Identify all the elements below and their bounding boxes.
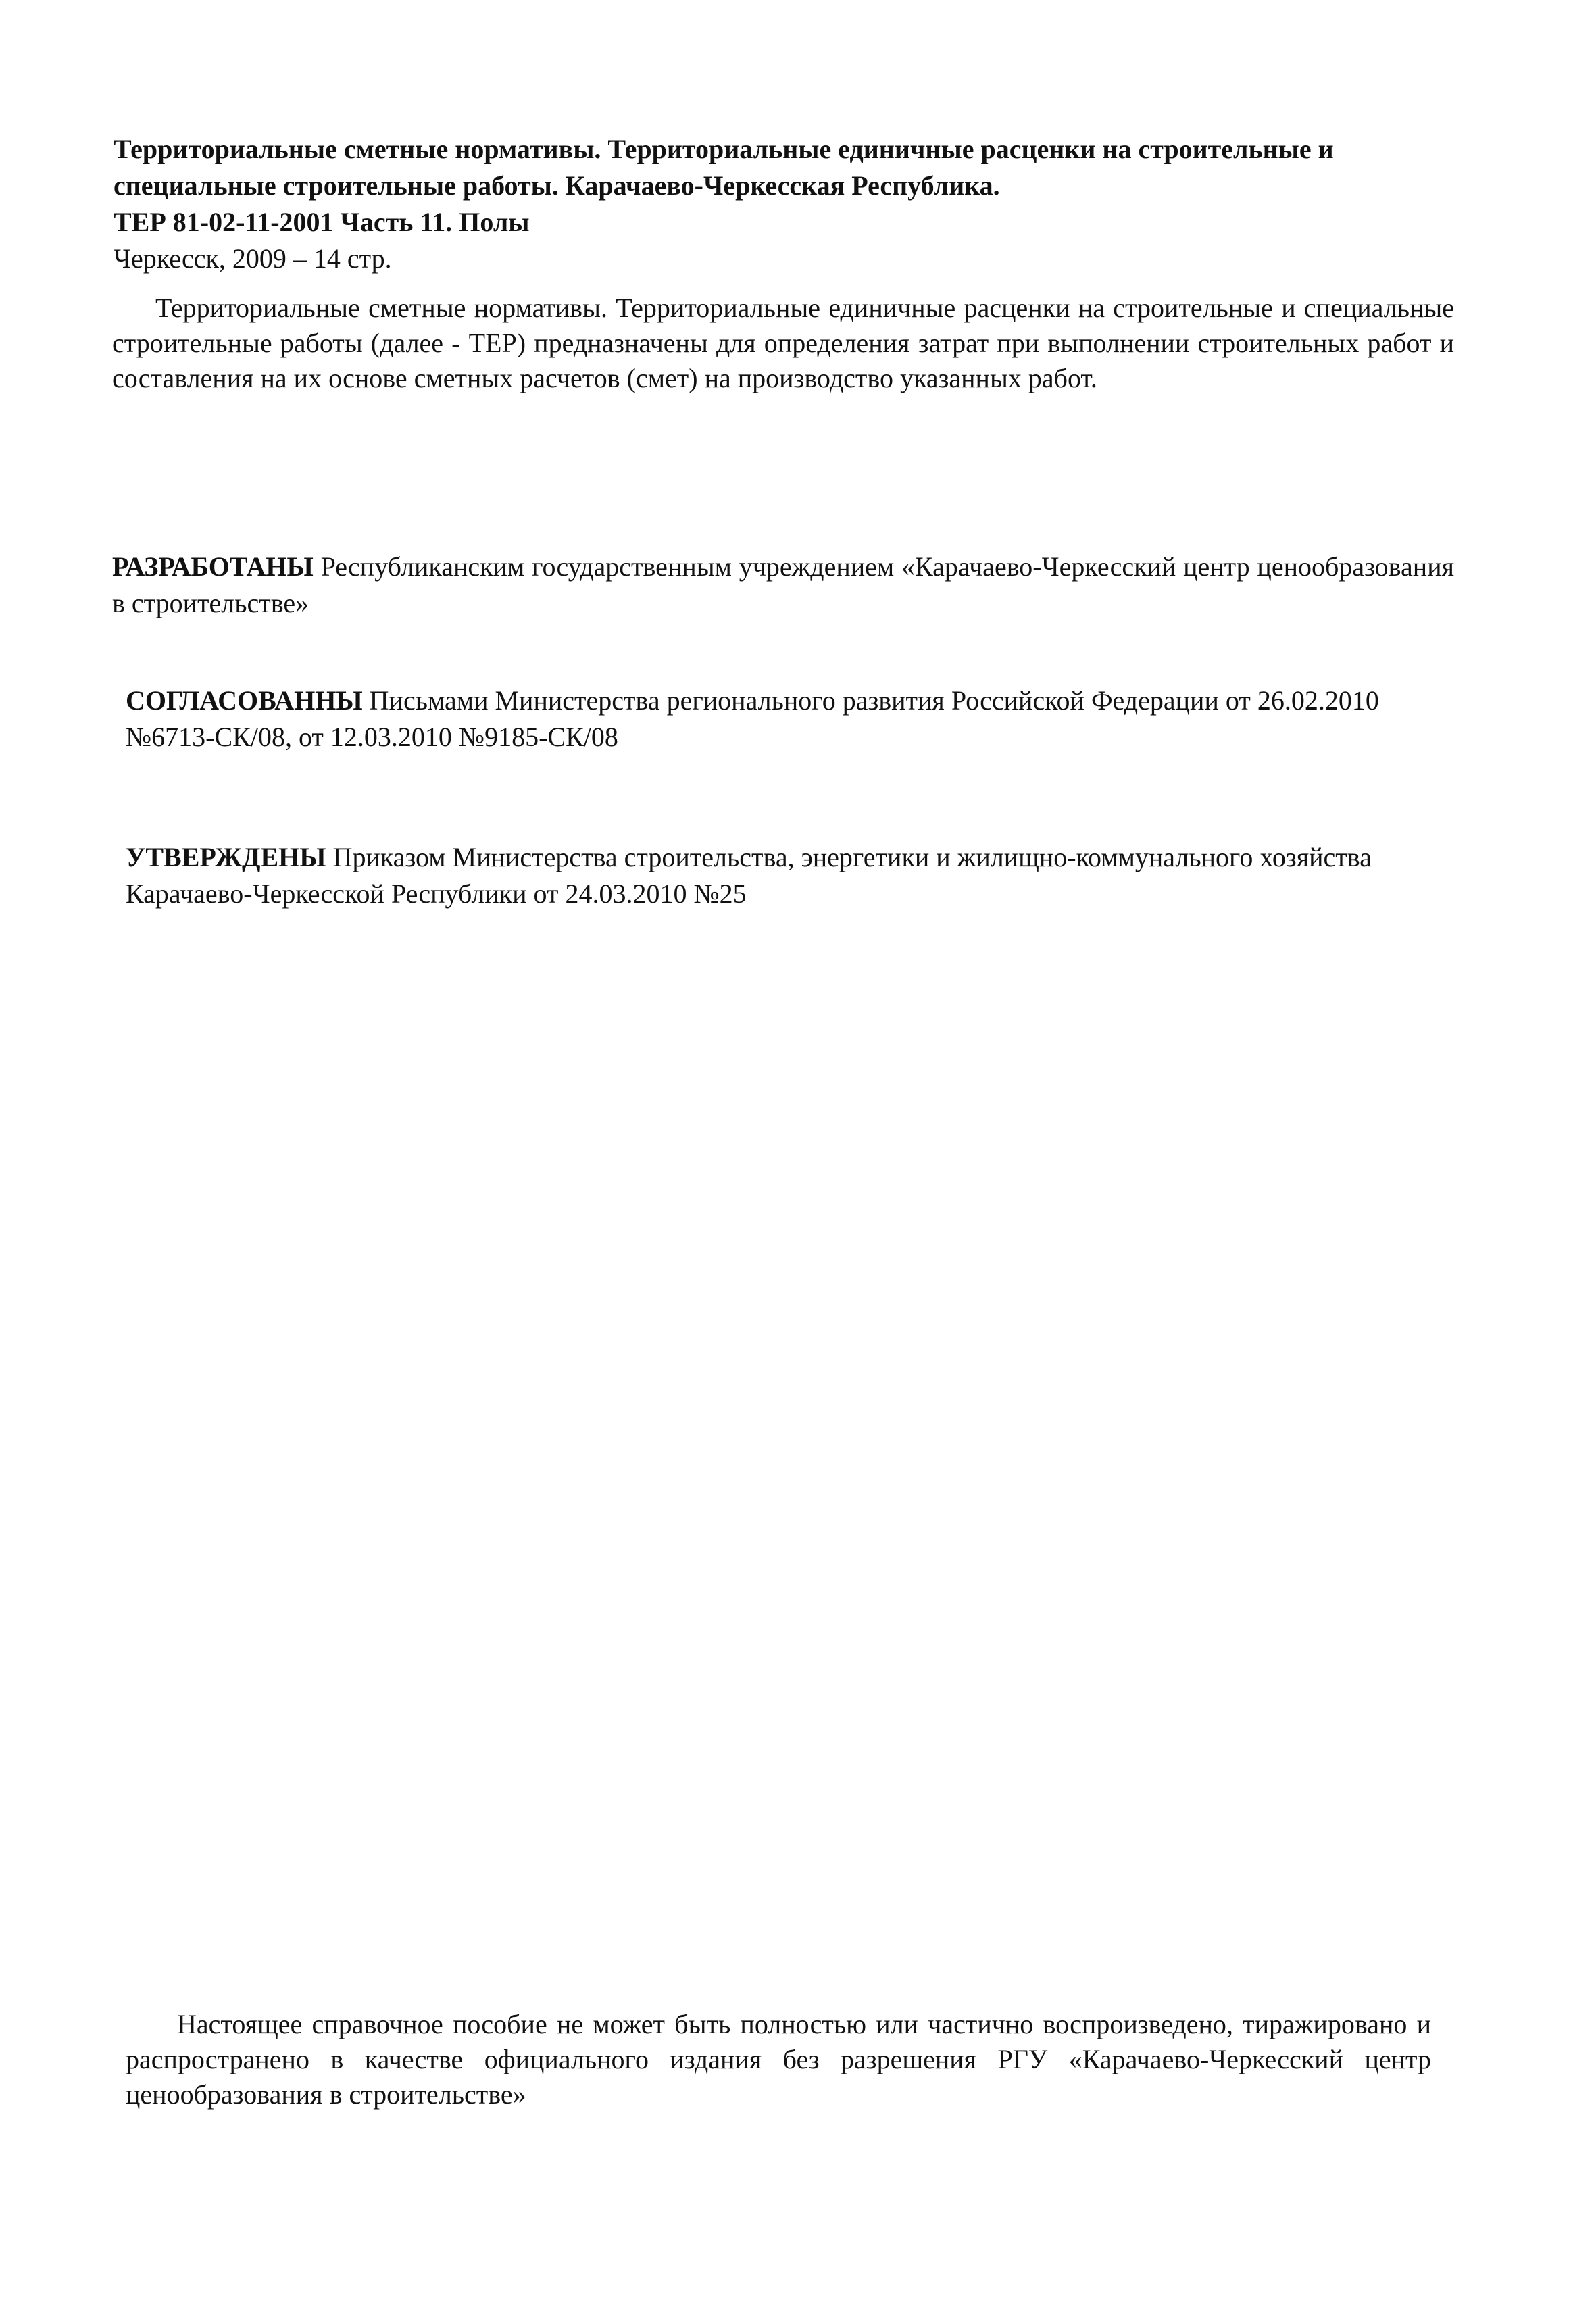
agreed-text: Письмами Министерства регионального развития Российской Федерации от 26.02.2010 №6713-СК/08, от 12.03.2010 №9185-СК/08	[126, 685, 1379, 752]
approved-text: Приказом Министерства строительства, энергетики и жилищно-коммунального хозяйства Карачаево-Черкесской Республики от 24.03.2010 №25	[126, 842, 1372, 909]
developed-by-label: РАЗРАБОТАНЫ	[112, 551, 314, 582]
agreed-paragraph	[126, 682, 1410, 755]
agreed-label: СОГЛАСОВАННЫ	[126, 685, 363, 716]
developed-by-text: Республиканским государственным учреждением «Карачаево-Черкесский центр ценообразования в строительстве»	[112, 551, 1454, 618]
document-header	[114, 131, 1465, 277]
approved-label: УТВЕРЖДЕНЫ	[126, 842, 326, 872]
copyright-notice: Настоящее справочное пособие не может быть полностью или частично воспроизведено, тиражировано и распространено в качестве официального издания без разрешения РГУ «Карачаево-Черкесский центр ценообразования в строительстве»	[126, 2009, 1431, 2110]
developed-by-paragraph	[112, 549, 1454, 622]
intro-paragraph: Территориальные сметные нормативы. Территориальные единичные расценки на строительные и специальные строительные работы (далее - ТЕР) предназначены для определения затрат при выполнении строительных работ и составления на их основе сметных расчетов (смет) на производство указанных работ.	[112, 293, 1454, 393]
document-title-line-1: Территориальные сметные нормативы. Территориальные единичные расценки на строительные и	[114, 134, 1334, 164]
document-code: ТЕР 81-02-11-2001 Часть 11. Полы	[114, 207, 530, 237]
document-title-line-2: специальные строительные работы. Карачаево-Черкесская Республика.	[114, 170, 1000, 201]
document-imprint: Черкесск, 2009 – 14 стр.	[114, 243, 392, 274]
approved-paragraph	[126, 839, 1437, 912]
